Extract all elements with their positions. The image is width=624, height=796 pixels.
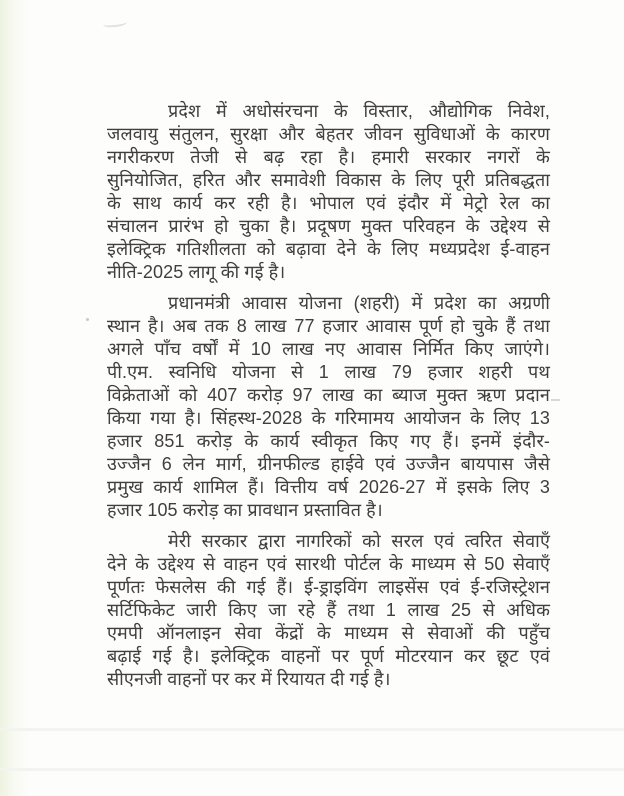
text-line: हजार 105 करोड़ का प्रावधान प्रस्तावित है।: [107, 500, 383, 520]
text-line: नीति-2025 लागू की गई है।: [107, 262, 286, 282]
text-line: स्थान है। अब तक 8 लाख 77 हजार आवास पूर्ण हो चुके हैं तथा: [107, 316, 550, 336]
text-line: देने के उद्देश्य से वाहन एवं सारथी पोर्टल के माध्यम से 50 सेवाएँ: [107, 554, 550, 574]
scan-smudge: [103, 19, 128, 28]
text-line: किया गया है। सिंहस्थ-2028 के गरिमामय आयोजन के लिए 13: [107, 408, 550, 428]
text-line: जलवायु संतुलन, सुरक्षा और बेहतर जीवन सुविधाओं के कारण: [107, 124, 550, 144]
text-line: पी.एम. स्वनिधि योजना से 1 लाख 79 हजार शहरी पथ: [107, 362, 550, 382]
text-line: एमपी ऑनलाइन सेवा केंद्रों के माध्यम से सेवाओं की पहुँच: [107, 623, 550, 643]
document-text-block: [107, 100, 550, 699]
text-line: पूर्णतः फेसलेस की गई हैं। ई-ड्राइविंग लाइसेंस एवं ई-रजिस्ट्रेशन: [107, 577, 550, 597]
scan-speck: [86, 318, 89, 321]
text-line: उज्जैन 6 लेन मार्ग, ग्रीनफील्ड हाईवे एवं उज्जैन बायपास जैसे: [107, 454, 550, 474]
text-line: बढ़ाई गई है। इलेक्ट्रिक वाहनों पर पूर्ण मोटरयान कर छूट एवं: [107, 646, 550, 666]
text-line: सुनियोजित, हरित और समावेशी विकास के लिए पूरी प्रतिबद्धता: [107, 170, 550, 190]
text-line: इलेक्ट्रिक गतिशीलता को बढ़ावा देने के लिए मध्यप्रदेश ई-वाहन: [107, 239, 550, 259]
text-line: नगरीकरण तेजी से बढ़ रहा है। हमारी सरकार नगरों के: [107, 147, 550, 167]
scan-streak: [0, 768, 624, 771]
paragraph-citizen-services: [107, 530, 550, 691]
text-line: सर्टिफिकेट जारी किए जा रहे हैं तथा 1 लाख 25 से अधिक: [107, 600, 550, 620]
scan-streak: [0, 728, 624, 731]
text-line: प्रमुख कार्य शामिल हैं। वित्तीय वर्ष 2026-27 में इसके लिए 3: [107, 477, 550, 497]
scan-dash: [551, 399, 560, 401]
text-line: प्रधानमंत्री आवास योजना (शहरी) में प्रदेश का अग्रणी: [168, 293, 550, 313]
text-line: अगले पाँच वर्षों में 10 लाख नए आवास निर्मित किए जाएंगे।: [107, 339, 550, 359]
text-line: हजार 851 करोड़ के कार्य स्वीकृत किए गए हैं। इनमें इंदौर-: [107, 431, 550, 451]
paragraph-urban-development: [107, 100, 550, 284]
text-line: सीएनजी वाहनों पर कर में रियायत दी गई है।: [107, 669, 391, 689]
text-line: विक्रेताओं को 407 करोड़ 97 लाख का ब्याज मुक्त ऋण प्रदान: [107, 385, 550, 405]
text-line: प्रदेश में अधोसंरचना के विस्तार, औद्योगिक निवेश,: [168, 101, 550, 121]
text-line: के साथ कार्य कर रही है। भोपाल एवं इंदौर में मेट्रो रेल का: [107, 193, 550, 213]
paragraph-housing-and-simhastha: [107, 292, 550, 522]
text-line: संचालन प्रारंभ हो चुका है। प्रदूषण मुक्त परिवहन के उद्देश्य से: [107, 216, 550, 236]
text-line: मेरी सरकार द्वारा नागरिकों को सरल एवं त्वरित सेवाएँ: [168, 531, 550, 551]
